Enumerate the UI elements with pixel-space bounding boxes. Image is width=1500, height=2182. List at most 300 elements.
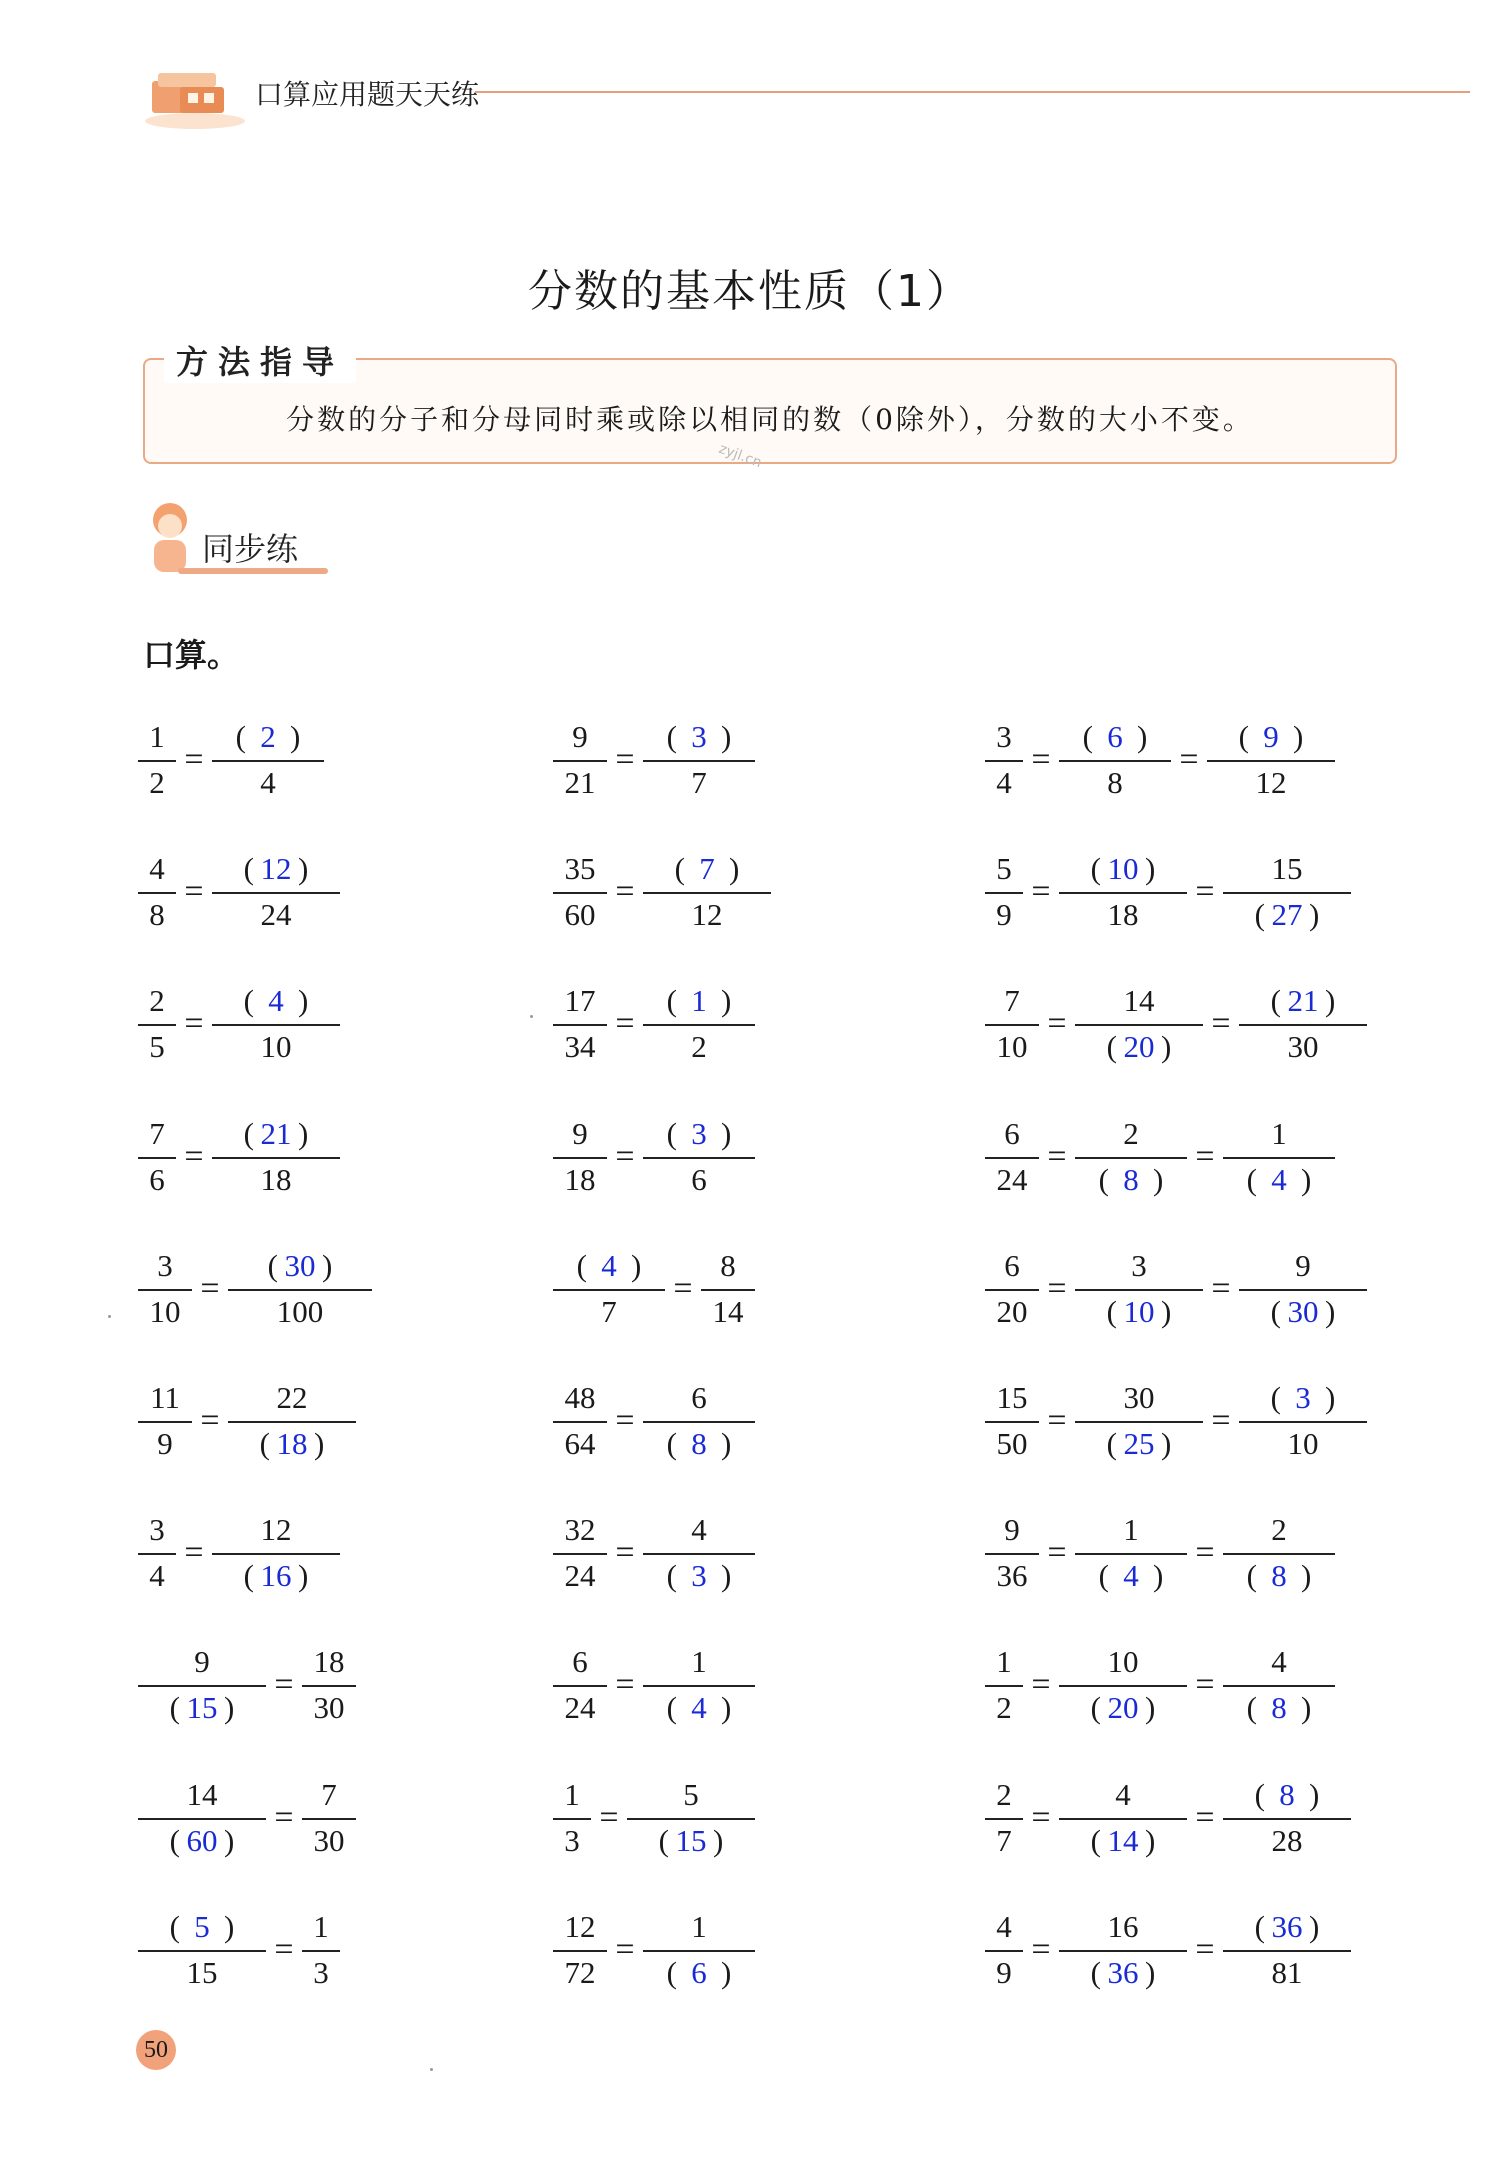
answer-value: 16 [260,1558,292,1594]
numerator: 4 [1115,1776,1131,1812]
book-title: 口算应用题天天练 [255,78,480,111]
numerator: 6 [572,1644,588,1680]
denominator: 6 [691,1161,707,1197]
page-title: 分数的基本性质（1） [528,266,972,317]
fraction [138,1640,266,1730]
numerator: 35 [564,851,596,887]
answer-value: 36 [1107,1954,1139,1990]
fraction [302,1905,340,1995]
fraction-equation [553,710,755,810]
denominator: 10 [149,1293,181,1329]
denominator: ( 10 ) [1075,1290,1203,1334]
fraction [701,1244,755,1334]
answer-value: 3 [1295,1380,1311,1415]
denominator: 34 [564,1029,596,1065]
equals-sign: = [1047,1269,1067,1307]
fraction [1223,1508,1335,1598]
denominator: ( 36 ) [1059,1951,1187,1995]
numerator: ( 21 ) [212,1112,340,1156]
denominator: ( 18 ) [228,1422,356,1466]
denominator: 30 [313,1690,345,1726]
fraction [643,1640,755,1730]
answer-value: 15 [186,1690,218,1726]
fraction-equation [138,1635,356,1735]
page-number: 50 [136,2030,176,2070]
equals-sign: = [1047,1534,1067,1572]
denominator: 24 [260,897,292,933]
fraction-equation [985,1900,1351,2000]
fraction-equation [138,710,324,810]
fraction [553,847,607,937]
equals-sign: = [1195,1137,1215,1175]
fraction [553,1905,607,1995]
numerator: 1 [691,1908,707,1944]
equals-sign: = [184,873,204,911]
answer-value: 14 [1107,1822,1139,1858]
fraction [1223,1905,1351,1995]
denominator: 72 [564,1954,596,1990]
numerator: 4 [996,1908,1012,1944]
equals-sign: = [1031,1666,1051,1704]
denominator: 24 [564,1690,596,1726]
fraction-equation [553,1107,755,1207]
denominator: 30 [313,1822,345,1858]
numerator: ( 36 ) [1223,1905,1351,1949]
denominator: ( 8 ) [1223,1686,1335,1730]
denominator: 7 [691,765,707,800]
numerator: 6 [1004,1247,1020,1283]
equals-sign: = [1195,1930,1215,1968]
book-stack-logo-icon [140,63,250,133]
denominator: 18 [564,1161,596,1197]
numerator: ( 3 ) [643,715,755,759]
denominator: 9 [157,1426,173,1461]
numerator: 30 [1123,1380,1155,1415]
fraction [1239,1376,1367,1466]
answer-value: 7 [699,851,715,887]
numerator: 12 [564,1908,596,1944]
fraction [1059,847,1187,937]
answer-value: 8 [1123,1161,1139,1197]
numerator: 6 [1004,1115,1020,1151]
answer-value: 8 [1271,1690,1287,1726]
answer-value: 4 [268,983,284,1019]
denominator: ( 60 ) [138,1819,266,1863]
fraction [643,1905,755,1995]
denominator: ( 20 ) [1059,1686,1187,1730]
denominator: 7 [996,1822,1012,1858]
answer-value: 30 [284,1247,316,1283]
fraction [553,1773,591,1863]
answer-value: 8 [1279,1776,1295,1812]
numerator: 18 [313,1644,345,1680]
denominator: 6 [149,1161,165,1197]
equals-sign: = [1195,1666,1215,1704]
fraction-equation [138,1371,356,1471]
numerator: 15 [1271,851,1303,887]
numerator: 1 [1271,1115,1287,1151]
fraction-equation [985,974,1367,1074]
equals-sign: = [1031,1930,1051,1968]
answer-value: 6 [691,1954,707,1990]
denominator: 12 [1255,765,1287,800]
fraction [1075,1112,1187,1202]
fraction [138,1244,192,1334]
fraction [627,1773,755,1863]
fraction [985,847,1023,937]
answer-value: 4 [1271,1161,1287,1197]
fraction-equation [553,1635,755,1735]
equals-sign: = [274,1666,294,1704]
method-text: 分数的分子和分母同时乘或除以相同的数（0除外），分数的大小不变。 [286,403,1254,436]
fraction [643,1508,755,1598]
numerator: 3 [996,719,1012,754]
student-avatar-icon [140,498,200,578]
answer-value: 5 [194,1908,210,1944]
answer-value: 3 [691,1558,707,1594]
page-header [140,55,1470,135]
equals-sign: = [599,1798,619,1836]
answer-value: 21 [1287,983,1319,1019]
equals-sign: = [615,1534,635,1572]
denominator: 24 [564,1558,596,1594]
answer-value: 25 [1123,1426,1155,1461]
numerator: 4 [691,1512,707,1548]
numerator: 15 [996,1380,1028,1415]
numerator: 4 [1271,1644,1287,1680]
answer-value: 21 [260,1115,292,1151]
equals-sign: = [1047,1402,1067,1439]
numerator: 9 [1004,1512,1020,1548]
numerator: 12 [260,1512,292,1548]
numerator: ( 2 ) [212,715,324,759]
answer-value: 4 [691,1690,707,1726]
denominator: 64 [564,1426,596,1461]
equals-sign: = [1211,1005,1231,1043]
equals-sign: = [1195,1534,1215,1572]
watermark: zyjl.cn [716,440,764,472]
equals-sign: = [673,1269,693,1307]
fraction [643,1376,755,1466]
equals-sign: = [615,1930,635,1968]
numerator: ( 4 ) [212,979,340,1023]
denominator: 9 [996,897,1012,933]
answer-value: 10 [1107,851,1139,887]
equals-sign: = [1195,873,1215,911]
numerator: 1 [1123,1512,1139,1548]
numerator: 9 [1295,1247,1311,1283]
numerator: 2 [1123,1115,1139,1151]
numerator: ( 3 ) [1239,1376,1367,1420]
answer-value: 30 [1287,1293,1319,1329]
equals-sign: = [184,1534,204,1572]
fraction-equation [138,1768,356,1868]
answer-value: 12 [260,851,292,887]
fraction [212,979,340,1069]
equals-sign: = [1031,741,1051,778]
numerator: 1 [691,1644,707,1680]
denominator: 4 [996,765,1012,800]
equals-sign: = [1047,1005,1067,1043]
numerator: ( 4 ) [553,1244,665,1288]
fraction [985,1773,1023,1863]
fraction-equation [553,1371,755,1471]
denominator: ( 27 ) [1223,893,1351,937]
sync-label: 同步练 [202,530,299,568]
fraction-equation [985,1239,1367,1339]
equals-sign: = [1031,873,1051,911]
fraction [1059,1905,1187,1995]
fraction [212,1112,340,1202]
numerator: ( 10 ) [1059,847,1187,891]
numerator: 32 [564,1512,596,1548]
header-divider [475,91,1470,93]
denominator: ( 4 ) [1075,1554,1187,1598]
fraction [553,979,607,1069]
fraction [1075,1508,1187,1598]
fraction-equation [985,1107,1335,1207]
fraction [1075,1244,1203,1334]
equals-sign: = [1211,1402,1231,1439]
fraction [1223,1640,1335,1730]
numerator: 7 [321,1776,337,1812]
fraction [212,715,324,805]
equals-sign: = [184,1005,204,1043]
equals-sign: = [615,1666,635,1704]
denominator: 10 [996,1029,1028,1065]
fraction [553,715,607,805]
fraction [553,1376,607,1466]
denominator: 9 [996,1954,1012,1990]
denominator: 10 [1287,1426,1319,1461]
fraction-equation [553,1768,755,1868]
fraction [985,979,1039,1069]
answer-value: 2 [260,719,276,754]
fraction [212,1508,340,1598]
fraction [1223,847,1351,937]
numerator: 1 [313,1908,329,1944]
denominator: ( 6 ) [643,1951,755,1995]
denominator: ( 8 ) [1223,1554,1335,1598]
denominator: 8 [149,897,165,933]
denominator: 60 [564,897,596,933]
answer-value: 1 [691,983,707,1019]
numerator: 8 [720,1247,736,1283]
numerator: 3 [1131,1247,1147,1283]
answer-value: 4 [1123,1558,1139,1594]
denominator: ( 4 ) [1223,1158,1335,1202]
numerator: 1 [996,1644,1012,1680]
numerator: 2 [1271,1512,1287,1548]
numerator: ( 9 ) [1207,715,1335,759]
equals-sign: = [274,1930,294,1968]
denominator: 3 [313,1954,329,1990]
denominator: 28 [1271,1822,1303,1858]
fraction [138,1773,266,1863]
denominator: ( 16 ) [212,1554,340,1598]
fraction-equation [553,842,771,942]
fraction [138,1376,192,1466]
fraction-equation [985,1635,1335,1735]
denominator: 2 [691,1029,707,1065]
numerator: ( 30 ) [228,1244,372,1288]
fraction [985,1905,1023,1995]
numerator: ( 6 ) [1059,715,1171,759]
fraction-equation [138,1239,372,1339]
denominator: ( 8 ) [1075,1158,1187,1202]
fraction-equation [138,974,340,1074]
fraction [302,1773,356,1863]
numerator: 7 [149,1115,165,1151]
denominator: 30 [1287,1029,1319,1065]
numerator: 9 [572,1115,588,1151]
fraction [1207,715,1335,805]
fraction [302,1640,356,1730]
denominator: 5 [149,1029,165,1065]
numerator: 48 [564,1380,596,1415]
fraction-equation [553,1900,755,2000]
denominator: 20 [996,1293,1028,1329]
numerator: 2 [996,1776,1012,1812]
equals-sign: = [615,1402,635,1439]
numerator: 22 [276,1380,308,1415]
fraction [138,1508,176,1598]
speck [530,1015,533,1018]
numerator: ( 8 ) [1223,1773,1351,1817]
fraction [138,847,176,937]
section-title: 口算。 [143,636,240,674]
fraction [985,715,1023,805]
fraction [643,1112,755,1202]
denominator: 36 [996,1558,1028,1594]
answer-value: 20 [1107,1690,1139,1726]
fraction-equation [138,1900,340,2000]
numerator: 11 [150,1380,180,1415]
denominator: 100 [276,1293,324,1329]
numerator: 17 [564,983,596,1019]
numerator: 5 [996,851,1012,887]
fraction [138,979,176,1069]
fraction [1223,1112,1335,1202]
equals-sign: = [200,1402,220,1439]
equals-sign: = [1031,1798,1051,1836]
numerator: 9 [194,1644,210,1680]
equals-sign: = [615,1137,635,1175]
denominator: ( 4 ) [643,1686,755,1730]
denominator: ( 25 ) [1075,1422,1203,1466]
fraction-equation [985,710,1335,810]
denominator: ( 14 ) [1059,1819,1187,1863]
fraction [1239,1244,1367,1334]
answer-value: 60 [186,1822,218,1858]
denominator: 18 [1107,897,1139,933]
numerator: 14 [1123,983,1155,1019]
method-label: 方法指导 [164,337,356,383]
equals-sign: = [615,1005,635,1043]
denominator: 81 [1271,1954,1303,1990]
fraction [553,1508,607,1598]
fraction-equation [138,1503,340,1603]
numerator: 16 [1107,1908,1139,1944]
fraction [1075,1376,1203,1466]
numerator: ( 1 ) [643,979,755,1023]
fraction [985,1112,1039,1202]
numerator: 1 [149,719,165,754]
fraction-equation [985,1371,1367,1471]
fraction [985,1244,1039,1334]
numerator: 14 [186,1776,218,1812]
denominator: ( 20 ) [1075,1025,1203,1069]
numerator: 3 [157,1247,173,1283]
denominator: ( 3 ) [643,1554,755,1598]
fraction-equation [553,1239,755,1339]
denominator: 15 [186,1954,218,1990]
equals-sign: = [1179,741,1199,778]
fraction-equation [553,974,755,1074]
fraction-equation [985,1503,1335,1603]
fraction [643,979,755,1069]
sync-practice-header [140,498,330,578]
answer-value: 8 [691,1426,707,1461]
equals-sign: = [615,741,635,778]
fraction [985,1508,1039,1598]
denominator: 12 [691,897,723,933]
denominator: ( 8 ) [643,1422,755,1466]
numerator: 9 [572,719,588,754]
speck [430,2068,433,2071]
numerator: ( 5 ) [138,1905,266,1949]
answer-value: 4 [601,1247,617,1283]
fraction [228,1244,372,1334]
fraction [1239,979,1367,1069]
fraction [1059,1640,1187,1730]
speck [108,1315,111,1318]
equals-sign: = [200,1269,220,1307]
denominator: 8 [1107,765,1123,800]
fraction [553,1640,607,1730]
numerator: 5 [683,1776,699,1812]
denominator: 24 [996,1161,1028,1197]
numerator: ( 3 ) [643,1112,755,1156]
answer-value: 27 [1271,897,1303,933]
fraction [1059,1773,1187,1863]
denominator: ( 15 ) [138,1686,266,1730]
equals-sign: = [184,1137,204,1175]
denominator: 50 [996,1426,1028,1461]
answer-value: 3 [691,1115,707,1151]
fraction [138,1112,176,1202]
denominator: 2 [996,1690,1012,1726]
fraction-equation [985,1768,1351,1868]
fraction-equation [985,842,1351,942]
fraction [643,715,755,805]
fraction [1223,1773,1351,1863]
denominator: 14 [712,1293,744,1329]
denominator: 2 [149,765,165,800]
numerator: 6 [691,1380,707,1415]
answer-value: 3 [691,719,707,754]
fraction [985,1640,1023,1730]
fraction [643,847,771,937]
fraction [1059,715,1171,805]
fraction [138,715,176,805]
numerator: 7 [1004,983,1020,1019]
fraction [553,1112,607,1202]
denominator: 10 [260,1029,292,1065]
numerator: 10 [1107,1644,1139,1680]
numerator: ( 7 ) [643,847,771,891]
answer-value: 36 [1271,1908,1303,1944]
